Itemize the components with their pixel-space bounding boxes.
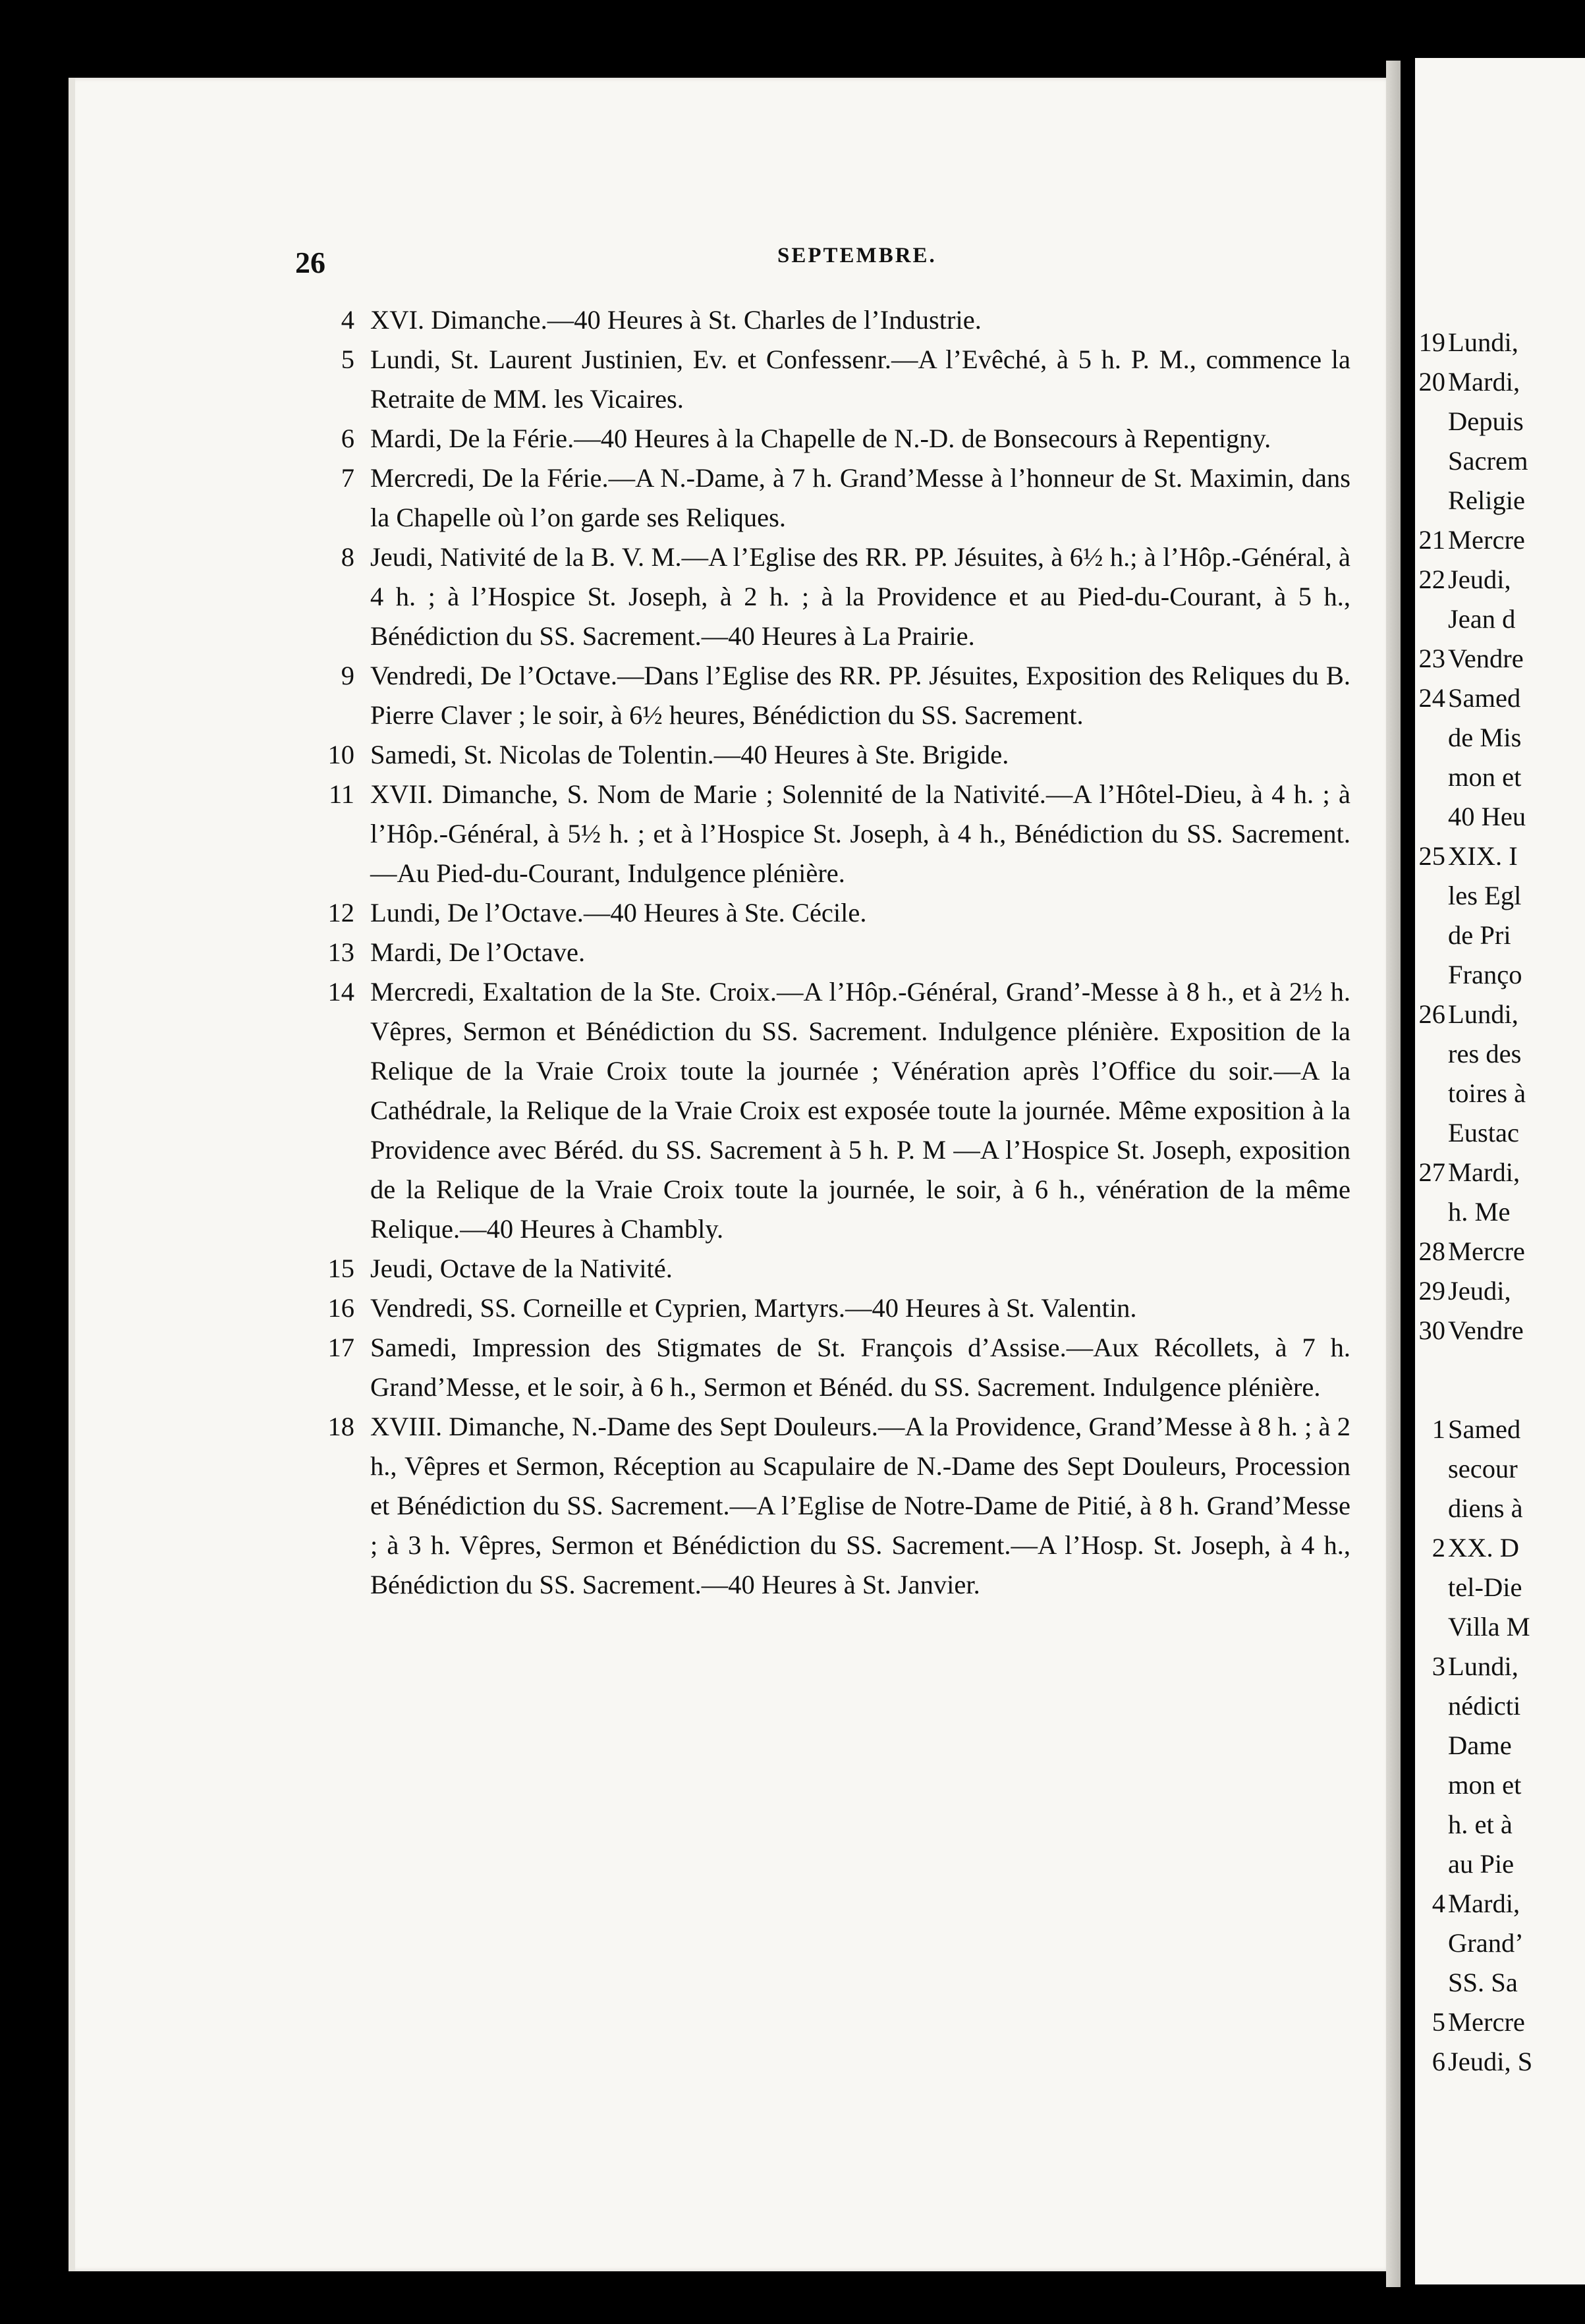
calendar-entry	[327, 1328, 1350, 1407]
entry-text: Vendredi, De l’Octave.—Dans l’Eglise des RR. PP. Jésuites, Exposition des Reliques du B. Pierre Claver ; le soir, à 6½ heures, Bénédiction du SS. Sacrement.	[370, 661, 1350, 730]
entry-text: Samedi, St. Nicolas de Tolentin.—40 Heures à Ste. Brigide.	[370, 740, 1009, 769]
entry-day-number: 7	[341, 463, 354, 493]
entry-day-number: 5	[1432, 2007, 1445, 2037]
right-page-line	[1418, 995, 1585, 1034]
right-page-line	[1448, 599, 1585, 639]
entry-text: Mardi,	[1448, 1157, 1520, 1187]
entry-text: Mardi, De l’Octave.	[370, 937, 586, 967]
calendar-entry	[341, 538, 1350, 656]
entry-day-number: 16	[327, 1293, 354, 1323]
entry-text: Vendre	[1448, 1315, 1524, 1345]
entry-day-number: 11	[329, 779, 354, 809]
entry-day-number: 3	[1432, 1651, 1445, 1681]
entry-text: Lundi, De l’Octave.—40 Heures à Ste. Cécile.	[370, 898, 867, 927]
right-page-line	[1418, 639, 1585, 678]
right-page-line	[1448, 481, 1585, 520]
entry-text: Samed	[1448, 683, 1521, 713]
entry-text: Jeudi,	[1448, 1276, 1511, 1306]
entry-text: Mardi, De la Férie.—40 Heures à la Chapelle de N.-D. de Bonsecours à Repentigny.	[370, 424, 1271, 453]
entry-day-number: 21	[1418, 525, 1445, 555]
entry-text: 40 Heu	[1448, 802, 1526, 831]
entry-day-number: 5	[341, 345, 354, 374]
entry-text: mon et	[1448, 762, 1522, 792]
page-number: 26	[295, 246, 325, 279]
calendar-entry	[327, 972, 1350, 1249]
entry-text: de Pri	[1448, 920, 1511, 950]
entry-day-number: 4	[1432, 1889, 1445, 1918]
entry-day-number: 13	[327, 937, 354, 967]
calendar-entry	[327, 1249, 1350, 1288]
calendar-entries	[327, 300, 1350, 1605]
entry-day-number: 20	[1418, 367, 1445, 397]
right-page-line	[1448, 1113, 1585, 1153]
right-page-line	[1448, 758, 1585, 797]
entry-day-number: 10	[327, 740, 354, 769]
entry-text: Franço	[1448, 960, 1522, 989]
calendar-entry	[327, 933, 1350, 972]
entry-text: Jeudi,	[1448, 565, 1511, 594]
entry-text: Mercre	[1448, 2007, 1525, 2037]
right-page-line	[1432, 1528, 1585, 1568]
right-page	[1415, 58, 1585, 2284]
entry-day-number: 26	[1418, 999, 1445, 1029]
entry-day-number: 25	[1418, 841, 1445, 871]
right-page-line	[1418, 678, 1585, 718]
right-page-line	[1448, 1726, 1585, 1765]
right-page-line	[1448, 1765, 1585, 1805]
entry-day-number: 23	[1418, 644, 1445, 673]
entry-text: les Egl	[1448, 881, 1522, 910]
entry-text: res des	[1448, 1039, 1522, 1068]
right-page-line	[1448, 876, 1585, 916]
entry-text: Mercredi, Exaltation de la Ste. Croix.—A l’Hôp.-Général, Grand’-Messe à 8 h., et à 2½ h. Vêpres, Sermon et Bénédiction du SS. Sacrement. Indulgence plénière. Exposition de la Relique de la Vraie Croix toute la journée ; Vénération après l’Office du soir.—A la Cathédrale, la Relique de la Vraie Croix est exposée toute la journée. Même exposition à la Providence avec Béréd. du SS. Sacrement à 5 h. P. M —A l’Hospice St. Joseph, exposition de la Relique de la Vraie Croix toute la journée, le soir, à 6 h., vénération de la même Relique.—40 Heures à Chambly.	[370, 977, 1350, 1244]
entry-text: Mercredi, De la Férie.—A N.-Dame, à 7 h. Grand’Messe à l’honneur de St. Maximin, dans la Chapelle où l’on garde ses Reliques.	[370, 463, 1350, 532]
right-page-line	[1432, 1884, 1585, 1923]
entry-text: tel-Die	[1448, 1572, 1522, 1602]
section-gap	[1448, 1350, 1585, 1410]
entry-text: Jean d	[1448, 604, 1516, 634]
entry-text: Grand’	[1448, 1928, 1524, 1958]
right-page-line	[1432, 1410, 1585, 1449]
entry-text: XIX. I	[1448, 841, 1518, 871]
entry-text: XVI. Dimanche.—40 Heures à St. Charles de l’Industrie.	[370, 305, 982, 335]
entry-text: Lundi,	[1448, 1651, 1518, 1681]
calendar-entry	[341, 458, 1350, 538]
right-page-line	[1432, 2003, 1585, 2042]
entry-day-number: 9	[341, 661, 354, 690]
right-page-line	[1418, 1153, 1585, 1192]
entry-text: Lundi, St. Laurent Justinien, Ev. et Confessenr.—A l’Evêché, à 5 h. P. M., commence la Retraite de MM. les Vicaires.	[370, 345, 1350, 414]
right-page-line	[1448, 797, 1585, 837]
entry-text: Samed	[1448, 1414, 1521, 1444]
right-page-line	[1418, 837, 1585, 876]
entry-text: Samedi, Impression des Stigmates de St. François d’Assise.—Aux Récollets, à 7 h. Grand’Messe, et le soir, à 6 h., Sermon et Bénéd. du SS. Sacrement. Indulgence plénière.	[370, 1333, 1350, 1402]
right-page-line	[1448, 1034, 1585, 1074]
entry-text: Villa M	[1448, 1612, 1530, 1642]
running-head: SEPTEMBRE.	[777, 244, 937, 267]
right-page-line	[1418, 520, 1585, 560]
right-page-line	[1418, 362, 1585, 402]
entry-text: diens à	[1448, 1493, 1523, 1523]
entry-text: Mercre	[1448, 525, 1525, 555]
right-page-line	[1448, 955, 1585, 995]
entry-day-number: 15	[327, 1254, 354, 1283]
calendar-entry	[327, 1288, 1350, 1328]
right-page-line	[1418, 1232, 1585, 1271]
calendar-entry	[341, 340, 1350, 419]
right-page-line	[1448, 1607, 1585, 1647]
entry-day-number: 8	[341, 542, 354, 572]
entry-text: Vendredi, SS. Corneille et Cyprien, Martyrs.—40 Heures à St. Valentin.	[370, 1293, 1137, 1323]
calendar-entry	[329, 775, 1350, 893]
entry-day-number: 6	[341, 424, 354, 453]
entry-day-number: 24	[1418, 683, 1445, 713]
right-page-line	[1448, 1568, 1585, 1607]
entry-text: SS. Sa	[1448, 1968, 1518, 1997]
entry-day-number: 6	[1432, 2047, 1445, 2076]
entry-text: Lundi,	[1448, 327, 1518, 357]
entry-day-number: 28	[1418, 1236, 1445, 1266]
right-page-line	[1448, 1963, 1585, 2003]
right-page-line	[1418, 1311, 1585, 1350]
entry-text: Depuis	[1448, 406, 1524, 436]
entry-text: XX. D	[1448, 1533, 1519, 1563]
entry-text: h. et à	[1448, 1810, 1513, 1839]
calendar-entry	[341, 656, 1350, 735]
entry-text: Eustac	[1448, 1118, 1519, 1148]
entry-day-number: 18	[327, 1412, 354, 1441]
calendar-entry	[341, 300, 1350, 340]
entry-text: Lundi,	[1448, 999, 1518, 1029]
right-page-line	[1418, 1271, 1585, 1311]
entry-text: XVIII. Dimanche, N.-Dame des Sept Douleurs.—A la Providence, Grand’Messe à 8 h. ; à 2 h., Vêpres et Sermon, Réception au Scapulaire de N.-Dame des Sept Douleurs, Procession et Bénédiction du SS. Sacrement.—A l’Eglise de Notre-Dame de Pitié, à 8 h. Grand’Messe ; à 3 h. Vêpres, Sermon et Bénédiction du SS. Sacrement.—A l’Hosp. St. Joseph, à 4 h., Bénédiction du SS. Sacrement.—40 Heures à St. Janvier.	[370, 1412, 1350, 1599]
right-page-line	[1448, 1923, 1585, 1963]
entry-day-number: 17	[327, 1333, 354, 1362]
right-page-line	[1432, 1647, 1585, 1686]
calendar-entry	[341, 419, 1350, 458]
entry-text: Sacrem	[1448, 446, 1528, 476]
right-page-line	[1448, 1844, 1585, 1884]
right-page-line	[1432, 2042, 1585, 2082]
page-edge	[1386, 61, 1401, 2287]
right-page-line	[1448, 402, 1585, 441]
entry-text: toires à	[1448, 1078, 1526, 1108]
right-page-line	[1448, 1449, 1585, 1489]
entry-day-number: 22	[1418, 565, 1445, 594]
right-page-line	[1448, 1489, 1585, 1528]
right-page-line	[1448, 1805, 1585, 1844]
entry-text: mon et	[1448, 1770, 1522, 1800]
entry-text: Mardi,	[1448, 367, 1520, 397]
entry-text: h. Me	[1448, 1197, 1511, 1227]
right-page-line	[1418, 323, 1585, 362]
entry-text: Jeudi, Nativité de la B. V. M.—A l’Eglise des RR. PP. Jésuites, à 6½ h.; à l’Hôp.-Général, à 4 h. ; à l’Hospice St. Joseph, à 2 h. ; à la Providence et au Pied-du-Courant, à 5 h., Bénédiction du SS. Sacrement.—40 Heures à La Prairie.	[370, 542, 1350, 651]
entry-text: de Mis	[1448, 723, 1522, 752]
entry-day-number: 1	[1432, 1414, 1445, 1444]
entry-day-number: 29	[1418, 1276, 1445, 1306]
entry-day-number: 30	[1418, 1315, 1445, 1345]
right-page-line	[1448, 1686, 1585, 1726]
entry-text: Mercre	[1448, 1236, 1525, 1266]
entry-text: Vendre	[1448, 644, 1524, 673]
entry-day-number: 14	[327, 977, 354, 1007]
entry-day-number: 2	[1432, 1533, 1445, 1563]
entry-text: XVII. Dimanche, S. Nom de Marie ; Solennité de la Nativité.—A l’Hôtel-Dieu, à 4 h. ; à l’Hôp.-Général, à 5½ h. ; et à l’Hospice St. Joseph, à 4 h., Bénédiction du SS. Sacrement.—Au Pied-du-Courant, Indulgence plénière.	[370, 779, 1350, 888]
entry-text: Mardi,	[1448, 1889, 1520, 1918]
entry-text: au Pie	[1448, 1849, 1515, 1879]
right-page-line	[1418, 560, 1585, 599]
entry-text: nédicti	[1448, 1691, 1521, 1721]
entry-text: secour	[1448, 1454, 1518, 1483]
entry-text: Jeudi, S	[1448, 2047, 1533, 2076]
entry-day-number: 12	[327, 898, 354, 927]
right-page-line	[1448, 1074, 1585, 1113]
entry-text: Dame	[1448, 1730, 1512, 1760]
calendar-entry	[327, 735, 1350, 775]
entry-text: Jeudi, Octave de la Nativité.	[370, 1254, 673, 1283]
right-page-line	[1448, 441, 1585, 481]
right-page-line	[1448, 1192, 1585, 1232]
entry-text: Religie	[1448, 485, 1525, 515]
right-page-line	[1448, 916, 1585, 955]
calendar-entry	[327, 1407, 1350, 1605]
entry-day-number: 4	[341, 305, 354, 335]
entry-day-number: 27	[1418, 1157, 1445, 1187]
right-page-line	[1448, 718, 1585, 758]
right-page-fragments	[1418, 323, 1585, 2082]
calendar-entry	[327, 893, 1350, 933]
entry-day-number: 19	[1418, 327, 1445, 357]
